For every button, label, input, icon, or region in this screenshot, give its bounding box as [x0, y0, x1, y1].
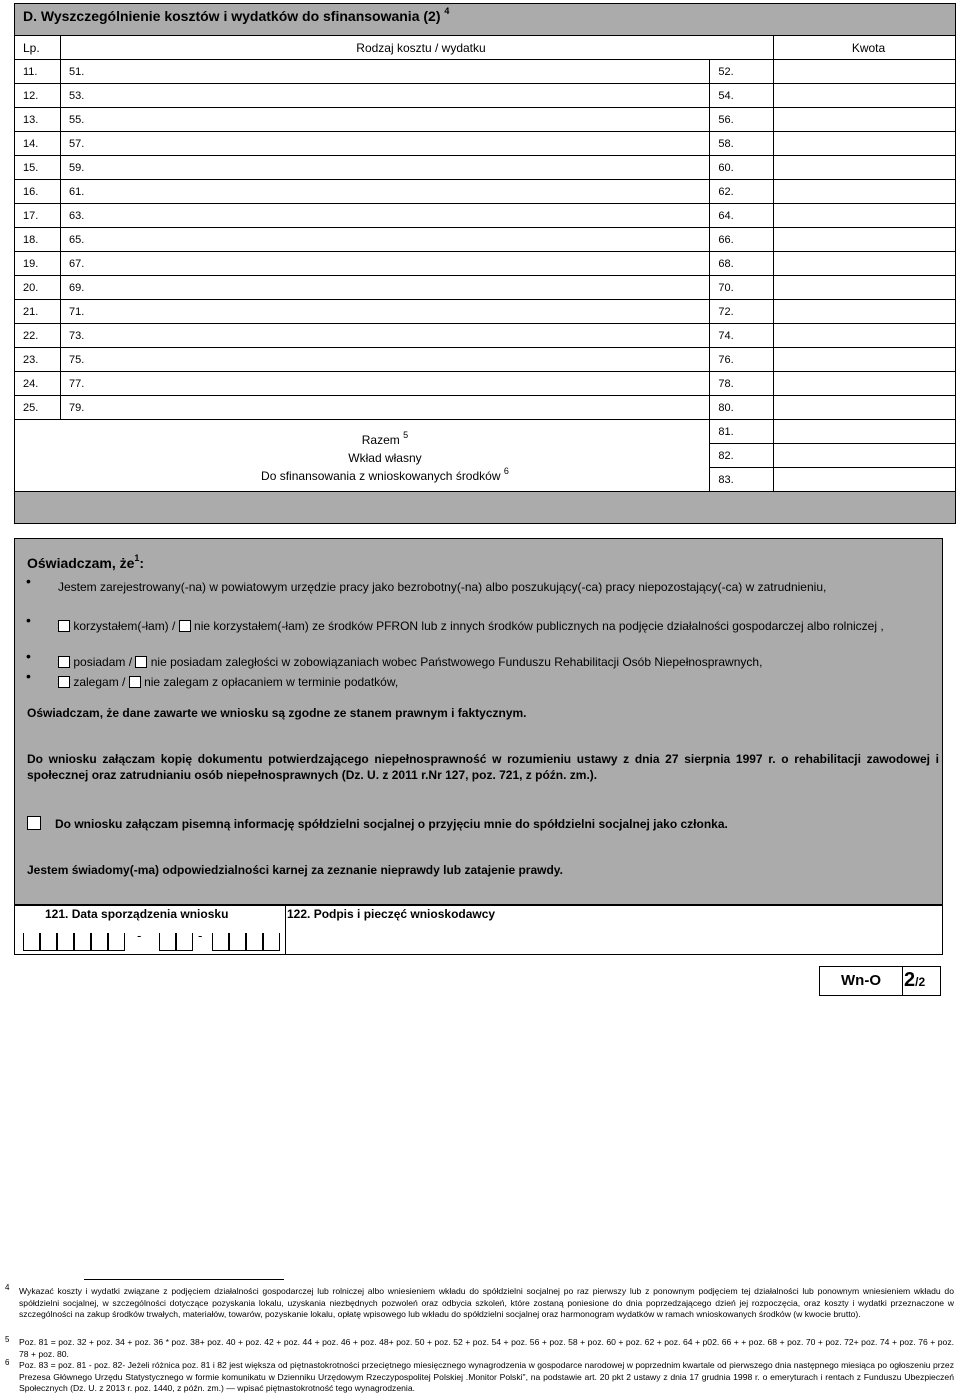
- row-lp: 19.: [15, 252, 61, 276]
- declaration-criminal-liability: Jestem świadomy(-ma) odpowiedzialności karnej za zeznanie nieprawdy lub zatajenie prawdy.: [27, 863, 563, 877]
- field-82[interactable]: 82.: [710, 444, 774, 468]
- declaration-unemployed: Jestem zarejestrowany(-na) w powiatowym urzędzie pracy jako bezrobotny(-na) albo poszukujący(-ca) pracy niepozostający(-ca) w zatrudnieniu,: [58, 580, 827, 594]
- row-description[interactable]: 63.: [61, 204, 710, 228]
- row-amount[interactable]: [774, 84, 956, 108]
- date-separator: -: [198, 928, 203, 943]
- row-lp: 14.: [15, 132, 61, 156]
- row-description[interactable]: 77.: [61, 372, 710, 396]
- row-amount[interactable]: [774, 108, 956, 132]
- row-description[interactable]: 71.: [61, 300, 710, 324]
- declaration-pfron-arrears: posiadam / nie posiadam zaległości w zobowiązaniach wobec Państwowego Funduszu Rehabilitacji Osób Niepełnosprawnych,: [58, 654, 938, 670]
- row-amount[interactable]: [774, 60, 956, 84]
- date-field-box: [15, 906, 286, 954]
- table-row: [15, 204, 956, 228]
- row-lp: 16.: [15, 180, 61, 204]
- row-amount-number[interactable]: 70.: [710, 276, 774, 300]
- checkbox-used-funds[interactable]: [58, 620, 70, 632]
- checkbox-no-arrears[interactable]: [135, 656, 147, 668]
- date-digit-box[interactable]: [176, 933, 193, 951]
- table-row: [15, 276, 956, 300]
- header-type: Rodzaj kosztu / wydatku: [61, 36, 774, 60]
- table-row: [15, 228, 956, 252]
- row-amount-number[interactable]: 60.: [710, 156, 774, 180]
- row-amount[interactable]: [774, 396, 956, 420]
- row-lp: 24.: [15, 372, 61, 396]
- checkbox-attach-coop[interactable]: [27, 816, 41, 830]
- summary-row-razem: [15, 420, 956, 444]
- date-digit-box[interactable]: [263, 933, 280, 951]
- date-digit-box[interactable]: [23, 933, 40, 951]
- checkbox-has-arrears[interactable]: [58, 656, 70, 668]
- row-description[interactable]: 65.: [61, 228, 710, 252]
- row-description[interactable]: 57.: [61, 132, 710, 156]
- footnote-5: 5 Poz. 81 = poz. 32 + poz. 34 + poz. 36 * poz. 38+ poz. 40 + poz. 42 + poz. 44 + poz. 46 + poz. 48+ poz. 50 + poz. 52 + poz. 54 + poz. 56 + poz. 58 + poz. 60 + poz. 62 + poz. 64 + p02. 66 + + poz. 68 + poz. 70 + poz. 72+ poz. 74 + poz. 76 + poz. 78 + poz. 80.: [5, 1335, 954, 1359]
- row-amount[interactable]: [774, 156, 956, 180]
- footnote-4: 4 Wykazać koszty i wydatki związane z podjęciem działalności gospodarczej lub rolniczej albo wniesieniem wkładu do spółdzielni socjalnej po raz pierwszy lub z ponownym podjęciem tej działalności lub ponownym wniesieniem wkładu do spółdzielni socjalnej, w szczególności dotyczące pozyskania lokalu, uzyskania niezbędnych pozwoleń oraz odbycia szkoleń, które zostaną poniesione do dnia poprzedzającego dzień jej rozpoczęcia, oraz koszty i wydatki przeznaczone w szczególności na zakup środków trwałych, materiałów, towarów, pozyskanie lokalu, opłatę wpisowego lub wkładu do spółdzielni socjalnej oraz harmonogram wydatków w ramach wnioskowanych środków (w kwocie brutto).: [5, 1283, 954, 1320]
- row-lp: 21.: [15, 300, 61, 324]
- declaration-data-true: Oświadczam, że dane zawarte we wniosku są zgodne ze stanem prawnym i faktycznym.: [27, 706, 527, 720]
- declaration-attach-coop: Do wniosku załączam pisemną informację spółdzielni socjalnej o przyjęciu mnie do spółdzielni socjalnej jako członka.: [27, 816, 927, 832]
- page-number: 2/2: [904, 969, 926, 991]
- footnote-divider: [84, 1279, 284, 1280]
- summary-labels: Razem $^5$ Wkład własny Do sfinansowania z wnioskowanych środków $^6$: [61, 420, 710, 492]
- row-lp: 12.: [15, 84, 61, 108]
- row-amount-number[interactable]: 72.: [710, 300, 774, 324]
- row-description[interactable]: 55.: [61, 108, 710, 132]
- bullet-1: •: [26, 573, 31, 589]
- table-row: [15, 324, 956, 348]
- date-digit-box[interactable]: [57, 933, 74, 951]
- row-lp: 17.: [15, 204, 61, 228]
- form-code: Wn-O: [820, 967, 903, 995]
- declarations-heading: Oświadczam, $że^1$:: [27, 553, 145, 571]
- row-amount[interactable]: [774, 228, 956, 252]
- row-amount-number[interactable]: 62.: [710, 180, 774, 204]
- costs-table: [14, 35, 956, 492]
- row-amount[interactable]: [774, 348, 956, 372]
- header-amount: Kwota: [774, 36, 956, 60]
- row-amount-number[interactable]: 68.: [710, 252, 774, 276]
- row-lp: 18.: [15, 228, 61, 252]
- row-amount[interactable]: [774, 204, 956, 228]
- row-amount-number[interactable]: 52.: [710, 60, 774, 84]
- row-description[interactable]: 61.: [61, 180, 710, 204]
- row-amount-number[interactable]: 64.: [710, 204, 774, 228]
- row-amount-number[interactable]: 80.: [710, 396, 774, 420]
- row-amount-number[interactable]: 74.: [710, 324, 774, 348]
- declaration-funding: korzystałem(-łam) / nie korzystałem(-łam) ze środków PFRON lub z innych środków publicznych na podjęcie działalności gospodarczej albo rolniczej ,: [58, 618, 938, 634]
- row-lp: 22.: [15, 324, 61, 348]
- row-amount[interactable]: [774, 132, 956, 156]
- footnote-6: 6 Poz. 83 = poz. 81 - poz. 82- Jeżeli różnica poz. 81 i 82 jest większa od piętnastokrotności przeciętnego miesięcznego wynagrodzenia w gospodarce narodowej w poprzednim kwartale od pierwszego dnia następnego miesiąca po ogłoszeniu przez Prezesa Głównego Urzędu Statystycznego w formie komunikatu w Dzienniku Urzędowym Rzeczypospolitej Polskiej .Monitor Polski", na podstawie art. 20 pkt 2 ustawy z dnia 17 grudnia 1998 r. o emeryturach i rentach z Funduszu Ubezpieczeń Społecznych (Dz. U. z 2013 r. poz. 1440, z późn. zm.) — wpisać piętnastokrotność tego wynagrodzenia.: [5, 1358, 954, 1394]
- row-lp: 20.: [15, 276, 61, 300]
- date-digit-box[interactable]: [91, 933, 108, 951]
- row-lp: 15.: [15, 156, 61, 180]
- signature-label: 122. Podpis i pieczęć wnioskodawcy: [287, 907, 496, 921]
- checkbox-tax-late[interactable]: [58, 676, 70, 688]
- row-description[interactable]: 79.: [61, 396, 710, 420]
- row-lp: 25.: [15, 396, 61, 420]
- row-amount-number[interactable]: 66.: [710, 228, 774, 252]
- bullet-3: •: [26, 648, 31, 664]
- row-amount-number[interactable]: 78.: [710, 372, 774, 396]
- row-description[interactable]: 69.: [61, 276, 710, 300]
- amount-81[interactable]: [774, 420, 956, 444]
- date-digit-box[interactable]: [159, 933, 176, 951]
- declarations-section: [14, 538, 943, 905]
- table-row: [15, 132, 956, 156]
- field-81[interactable]: 81.: [710, 420, 774, 444]
- row-description[interactable]: 59.: [61, 156, 710, 180]
- declaration-tax-arrears: zalegam / nie zalegam z opłacaniem w terminie podatków,: [58, 674, 938, 690]
- table-row: [15, 348, 956, 372]
- header-lp: Lp.: [15, 36, 61, 60]
- row-amount[interactable]: [774, 372, 956, 396]
- declaration-attach-disability-doc: Do wniosku załączam kopię dokumentu potwierdzającego niepełnosprawność w rozumieniu ustawy z dnia 27 sierpnia 1997 r. o rehabilitacji zawodowej i społecznej oraz zatrudnianiu osób niepełnosprawnych (Dz. U. z 2011 r.Nr 127, poz. 721, z późn. zm.).: [27, 752, 939, 782]
- date-digit-box[interactable]: [229, 933, 246, 951]
- row-description[interactable]: 73.: [61, 324, 710, 348]
- row-amount-number[interactable]: 54.: [710, 84, 774, 108]
- row-amount[interactable]: [774, 324, 956, 348]
- table-row: [15, 60, 956, 84]
- field-83[interactable]: 83.: [710, 468, 774, 492]
- row-description[interactable]: 75.: [61, 348, 710, 372]
- table-row: [15, 84, 956, 108]
- signature-area[interactable]: [287, 922, 942, 954]
- table-row: [15, 156, 956, 180]
- table-row: [15, 396, 956, 420]
- table-row: [15, 108, 956, 132]
- table-row: [15, 300, 956, 324]
- row-description[interactable]: 51.: [61, 60, 710, 84]
- signature-section: [14, 905, 943, 955]
- date-label: 121. Data sporządzenia wniosku: [45, 907, 229, 921]
- row-description[interactable]: 53.: [61, 84, 710, 108]
- date-digit-box[interactable]: [212, 933, 229, 951]
- table-row: [15, 180, 956, 204]
- amount-83[interactable]: [774, 468, 956, 492]
- row-lp: 13.: [15, 108, 61, 132]
- form-id-box: [819, 966, 941, 996]
- amount-82[interactable]: [774, 444, 956, 468]
- table-row: [15, 372, 956, 396]
- table-row: [15, 252, 956, 276]
- table-header-row: [15, 36, 956, 60]
- row-amount[interactable]: [774, 276, 956, 300]
- row-amount[interactable]: [774, 252, 956, 276]
- section-d-title: D. Wyszczególnienie kosztów i wydatków do sfinansowania (2) $^4$: [23, 6, 450, 24]
- date-digit-box[interactable]: [246, 933, 263, 951]
- bullet-2: •: [26, 612, 31, 628]
- row-amount-number[interactable]: 58.: [710, 132, 774, 156]
- row-lp: 11.: [15, 60, 61, 84]
- row-amount-number[interactable]: 76.: [710, 348, 774, 372]
- date-digit-box[interactable]: [40, 933, 57, 951]
- row-amount[interactable]: [774, 300, 956, 324]
- date-digit-box[interactable]: [108, 933, 125, 951]
- date-separator: -: [137, 928, 142, 943]
- checkbox-not-used-funds[interactable]: [179, 620, 191, 632]
- row-lp: 23.: [15, 348, 61, 372]
- row-description[interactable]: 67.: [61, 252, 710, 276]
- row-amount-number[interactable]: 56.: [710, 108, 774, 132]
- date-digit-box[interactable]: [74, 933, 91, 951]
- row-amount[interactable]: [774, 180, 956, 204]
- checkbox-tax-not-late[interactable]: [129, 676, 141, 688]
- bullet-4: •: [26, 668, 31, 684]
